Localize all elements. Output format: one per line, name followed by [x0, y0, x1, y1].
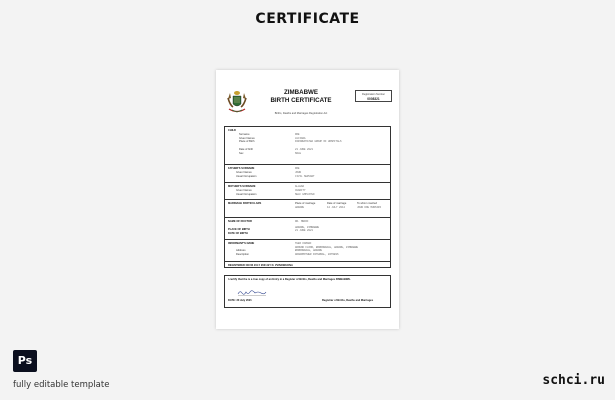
document-subtitle: Births, Deaths and Marriages Registration Act	[274, 112, 328, 115]
child-place-value: PARIRENYATWA GROUP OF HOSPITALS	[295, 140, 342, 143]
photoshop-icon	[13, 350, 37, 372]
marriage-place-header: Place of marriage	[295, 202, 316, 205]
child-surname-value: DOE	[295, 133, 300, 136]
child-section	[225, 127, 390, 164]
marriage-place-value: HARARE	[295, 206, 305, 209]
informant-address-value: GROUND FLOOR, BORROWDALE, HARARE, ZIMBABWE	[295, 245, 359, 249]
site-watermark: schci.ru	[542, 373, 605, 388]
child-dob-value: 21 JUNE 2021	[295, 148, 314, 151]
marriage-spouse-value: JOHN DOE MUNSIRI	[357, 206, 382, 209]
coat-of-arms-icon	[225, 89, 249, 115]
date-of-birth-label: DATE OF BIRTH	[228, 231, 248, 235]
document-title-country: ZIMBABWE	[283, 89, 319, 96]
child-sex-label: Sex	[239, 151, 244, 155]
registered-section	[225, 261, 390, 269]
doctor-section	[225, 217, 390, 239]
child-surname-label: Surname	[239, 133, 250, 136]
father-occupation-label: Usual Occupation	[236, 174, 257, 178]
father-given-names-label: Given Names	[236, 171, 252, 174]
marriage-spouse-header: To whom married	[357, 202, 377, 205]
child-sex-value: MALE	[295, 151, 302, 155]
mother-given-names-label: Given Names	[236, 189, 252, 192]
certification-box	[224, 275, 391, 308]
marriage-heading: MARRIAGE PARTICULARS	[228, 202, 262, 205]
registration-number-box	[355, 90, 392, 102]
informant-section	[225, 239, 390, 261]
informant-name-value: THEO KAMANI	[295, 242, 312, 245]
child-given-names-value: LUCIANA	[295, 136, 306, 140]
birth-certificate-document	[216, 70, 399, 329]
mother-occupation-label: Usual Occupation	[236, 192, 257, 196]
document-title	[256, 89, 346, 105]
registered-line: REGISTERED ON 06 JULY 2021 BY D. ZVINOWAONA	[228, 264, 293, 267]
mother-occupation-value: SELF EMPLOYED	[295, 192, 315, 196]
mother-surname-value: ALLENA	[295, 185, 305, 188]
certify-statement: I certify that the is a true copy of an Entry in a Register of Births, Deaths and Marriages ZIMBABWE.	[228, 278, 351, 281]
doctor-name-label: NAME OF DOCTOR	[228, 220, 252, 223]
marriage-date-value: 12 JULY 2012	[327, 206, 346, 209]
father-surname-value: DOE	[295, 167, 300, 170]
certificate-date: DATE: 20 July 2021	[228, 299, 252, 302]
doctor-name-value: DR. MBIRI	[295, 220, 309, 223]
particulars-table	[224, 126, 391, 268]
registration-number: 0008321	[367, 96, 380, 101]
registration-number-label: Registration Number	[362, 92, 385, 96]
informant-description-value: GRANDMOTHER PATERNAL, WITNESS	[295, 252, 339, 256]
document-title-type: BIRTH CERTIFICATE	[270, 97, 332, 104]
mother-given-names-value: CHARITY	[295, 189, 306, 192]
registrar-title: Registrar of Births, Deaths and Marriages	[322, 299, 374, 302]
father-section	[225, 164, 390, 182]
mother-section	[225, 182, 390, 199]
mother-heading: MOTHER'S SURNAME	[228, 185, 256, 188]
child-dob-label: Date of birth	[239, 148, 254, 151]
place-of-birth-label: PLACE OF BIRTH	[228, 228, 250, 231]
editable-template-caption: fully editable template	[13, 380, 110, 390]
child-heading: CHILD	[228, 129, 236, 132]
signature-icon	[237, 289, 267, 296]
child-given-names-label: Given Names	[239, 136, 255, 140]
informant-heading: INFORMANT'S NAME	[228, 242, 255, 245]
father-given-names-value: JOHN	[295, 171, 302, 174]
child-place-label: Place of Birth	[239, 140, 255, 143]
marriage-section	[225, 199, 390, 217]
place-of-birth-value: HARARE, ZIMBABWE	[295, 225, 320, 229]
informant-address-line2: BORROWDALE, HARARE	[295, 249, 323, 252]
date-of-birth-value: 21 JUNE 2021	[295, 229, 314, 232]
photoshop-label: Ps	[17, 354, 33, 367]
father-heading: FATHER'S SURNAME	[228, 167, 255, 170]
informant-description-label: Description	[236, 252, 249, 256]
marriage-date-header: Date of marriage	[327, 202, 347, 205]
informant-address-label: Address	[236, 249, 246, 252]
page-heading: CERTIFICATE	[255, 11, 360, 27]
father-occupation-value: CIVIL SERVANT	[295, 174, 315, 178]
